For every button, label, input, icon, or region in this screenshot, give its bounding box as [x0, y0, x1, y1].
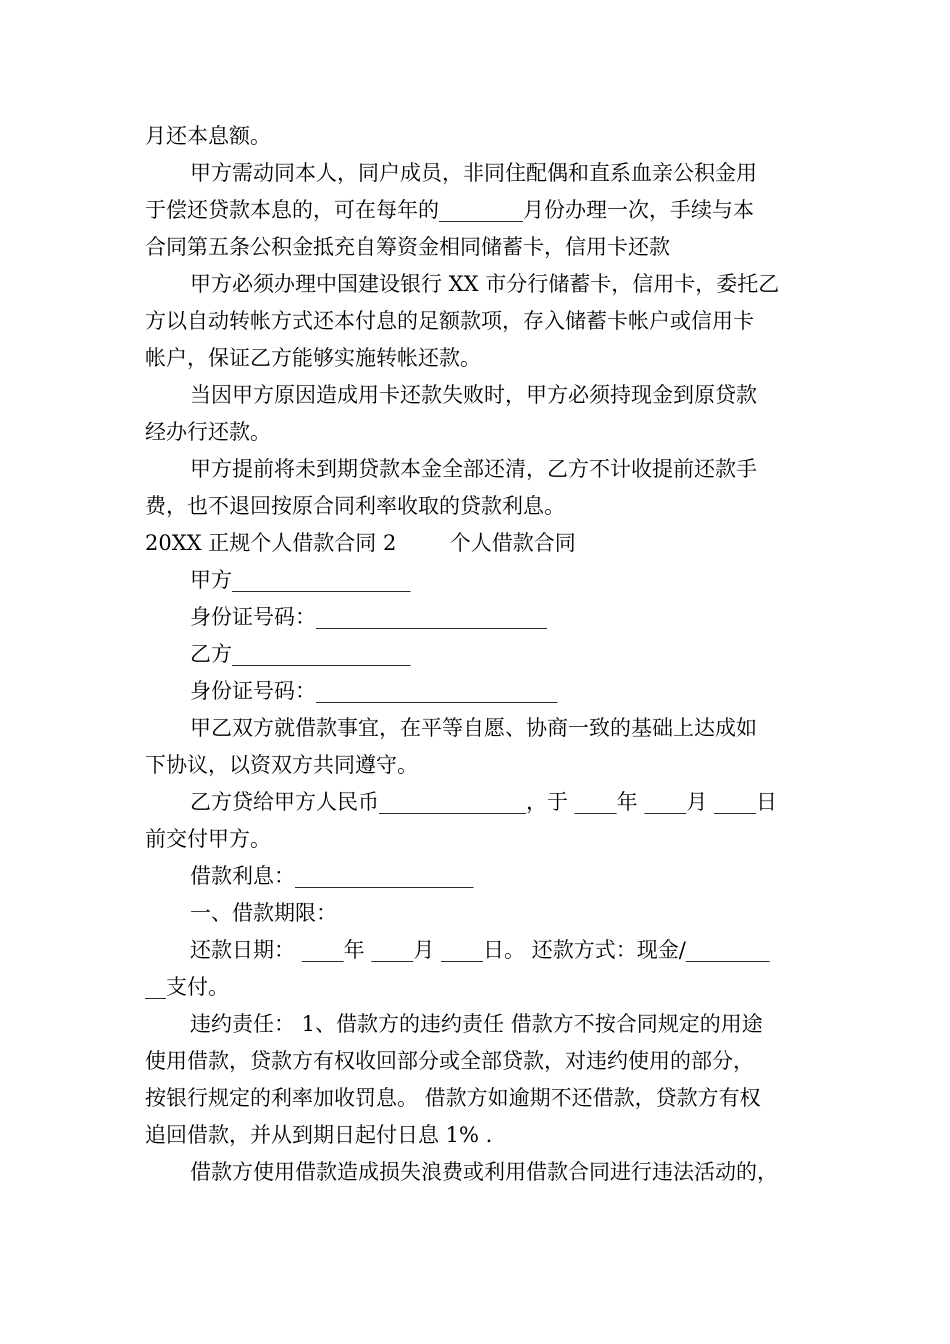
- text-line: 甲方必须办理中国建设银行 XX 市分行储蓄卡，信用卡，委托乙: [190, 272, 780, 296]
- loan-amount-line: 乙方贷给甲方人民币______________，于 ____年 ____月 ____日: [190, 790, 778, 814]
- party-b-field: 乙方_________________: [190, 642, 411, 666]
- id-number-field: 身份证号码：_______________________: [190, 679, 558, 703]
- text-line: 方以自动转帐方式还本付息的足额款项，存入储蓄卡帐户或信用卡: [145, 309, 754, 333]
- text-line: 甲方提前将未到期贷款本金全部还清，乙方不计收提前还款手: [190, 457, 757, 481]
- text-line: 甲方需动同本人，同户成员，非同住配偶和直系血亲公积金用: [190, 161, 757, 185]
- text-line: 甲乙双方就借款事宜，在平等自愿、协商一致的基础上达成如: [190, 716, 757, 740]
- clause-heading: 一、借款期限：: [190, 901, 337, 925]
- repayment-line: 还款日期： ____年 ____月 ____日。 还款方式：现金/________: [190, 938, 770, 962]
- text-line: 当因甲方原因造成用卡还款失败时，甲方必须持现金到原贷款: [190, 383, 757, 407]
- text-line: 于偿还贷款本息的，可在每年的________月份办理一次，手续与本: [145, 198, 754, 222]
- text-line: 使用借款，贷款方有权收回部分或全部贷款，对违约使用的部分，: [145, 1049, 754, 1073]
- text-line: 下协议，以资双方共同遵守。: [145, 753, 418, 777]
- interest-field: 借款利息：_________________: [190, 864, 474, 888]
- text-line: 前交付甲方。: [145, 827, 271, 851]
- id-number-field: 身份证号码：______________________: [190, 605, 547, 629]
- party-a-field: 甲方_________________: [190, 568, 411, 592]
- text-line: 按银行规定的利率加收罚息。 借款方如逾期不还借款，贷款方有权: [145, 1086, 761, 1110]
- text-line: 借款方使用借款造成损失浪费或利用借款合同进行违法活动的，: [190, 1160, 778, 1184]
- text-line: 违约责任： 1、借款方的违约责任 借款方不按合同规定的用途: [190, 1012, 763, 1036]
- text-line: 帐户，保证乙方能够实施转帐还款。: [145, 346, 481, 370]
- text-line: 合同第五条公积金抵充自筹资金相同储蓄卡，信用卡还款: [145, 235, 670, 259]
- section-title: 20XX 正规个人借款合同 2 个人借款合同: [145, 531, 576, 555]
- text-line: 月还本息额。: [145, 124, 271, 148]
- document-page: [145, 118, 815, 1191]
- text-line: __支付。: [145, 975, 229, 999]
- text-line: 经办行还款。: [145, 420, 271, 444]
- text-line: 追回借款，并从到期日起付日息 1% .: [145, 1123, 493, 1147]
- text-line: 费，也不退回按原合同利率收取的贷款利息。: [145, 494, 565, 518]
